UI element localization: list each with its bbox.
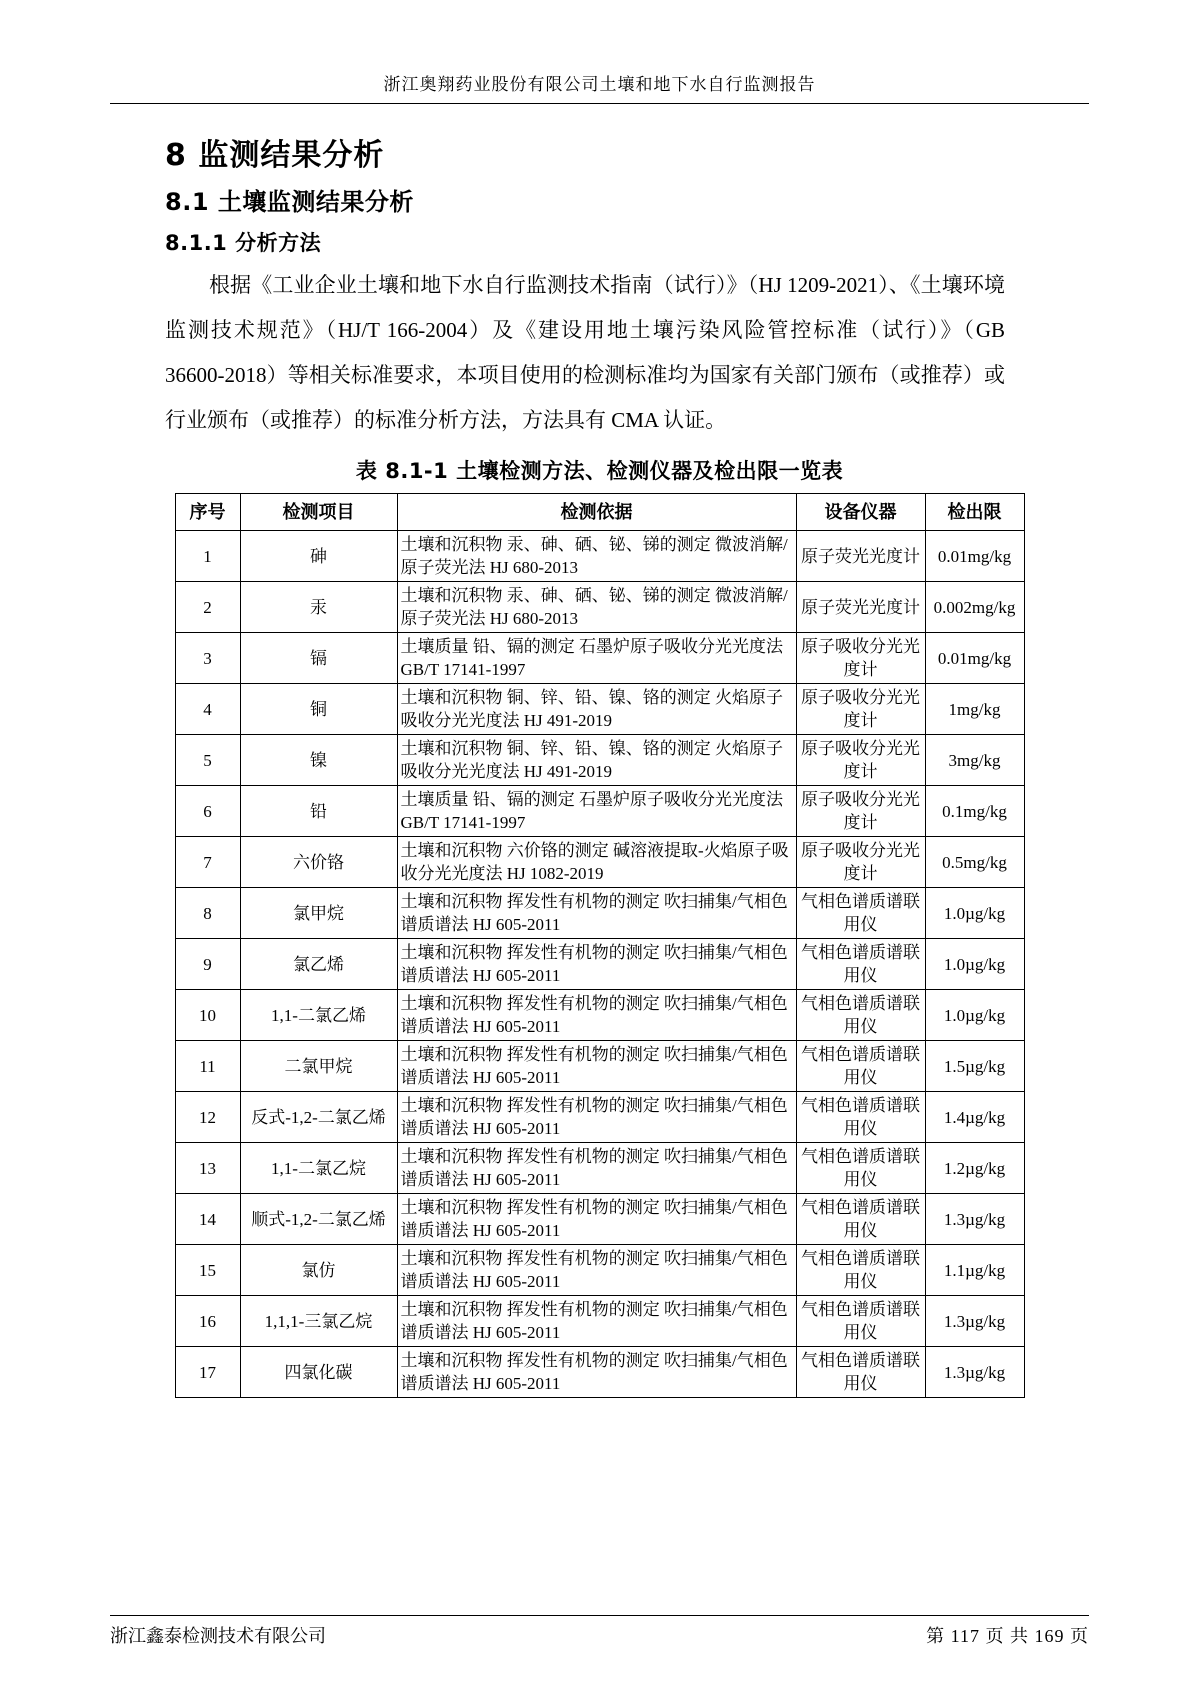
cell-basis: 土壤质量 铅、镉的测定 石墨炉原子吸收分光光度法 GB/T 17141-1997 [397, 633, 796, 684]
table-header-row [175, 494, 1024, 531]
cell-instrument: 气相色谱质谱联用仪 [796, 1347, 925, 1398]
cell-limit: 1.3µg/kg [925, 1194, 1024, 1245]
cell-item: 氯乙烯 [240, 939, 397, 990]
cell-no: 2 [175, 582, 240, 633]
cell-no: 14 [175, 1194, 240, 1245]
cell-instrument: 原子吸收分光光度计 [796, 684, 925, 735]
cell-instrument: 原子荧光光度计 [796, 531, 925, 582]
cell-item: 四氯化碳 [240, 1347, 397, 1398]
cell-basis: 土壤和沉积物 挥发性有机物的测定 吹扫捕集/气相色谱质谱法 HJ 605-2011 [397, 1143, 796, 1194]
cell-limit: 1.0µg/kg [925, 990, 1024, 1041]
cell-instrument: 气相色谱质谱联用仪 [796, 1194, 925, 1245]
cell-item: 镉 [240, 633, 397, 684]
column-header-item: 检测项目 [240, 494, 397, 531]
cell-no: 9 [175, 939, 240, 990]
analysis-method-paragraph: 根据《工业企业土壤和地下水自行监测技术指南（试行）》（HJ 1209-2021）、《土壤环境监测技术规范》（HJ/T 166-2004）及《建设用地土壤污染风险管控标准（试行）》（GB 36600-2018）等相关标准要求，本项目使用的检测标准均为国家有关部门颁布（或推荐）或行业颁布（或推荐）的标准分析方法，方法具有 CMA 认证。 [165, 273, 1005, 432]
cell-item: 氯仿 [240, 1245, 397, 1296]
section-heading-8: 8 监测结果分析 [165, 138, 385, 173]
cell-limit: 1.3µg/kg [925, 1347, 1024, 1398]
cell-instrument: 气相色谱质谱联用仪 [796, 1296, 925, 1347]
cell-instrument: 气相色谱质谱联用仪 [796, 1041, 925, 1092]
cell-basis: 土壤和沉积物 六价铬的测定 碱溶液提取-火焰原子吸收分光光度法 HJ 1082-2019 [397, 837, 796, 888]
cell-limit: 1.5µg/kg [925, 1041, 1024, 1092]
page-footer [110, 1615, 1089, 1648]
footer-company: 浙江鑫泰检测技术有限公司 [110, 1626, 326, 1646]
cell-instrument: 气相色谱质谱联用仪 [796, 990, 925, 1041]
cell-item: 氯甲烷 [240, 888, 397, 939]
cell-basis: 土壤和沉积物 挥发性有机物的测定 吹扫捕集/气相色谱质谱法 HJ 605-2011 [397, 1245, 796, 1296]
table-row [175, 990, 1024, 1041]
table-row [175, 786, 1024, 837]
table-row [175, 1092, 1024, 1143]
cell-item: 反式-1,2-二氯乙烯 [240, 1092, 397, 1143]
cell-item: 顺式-1,2-二氯乙烯 [240, 1194, 397, 1245]
cell-limit: 1.4µg/kg [925, 1092, 1024, 1143]
cell-instrument: 气相色谱质谱联用仪 [796, 939, 925, 990]
table-row [175, 1347, 1024, 1398]
cell-item: 1,1-二氯乙烷 [240, 1143, 397, 1194]
cell-item: 铅 [240, 786, 397, 837]
cell-limit: 1.2µg/kg [925, 1143, 1024, 1194]
cell-item: 六价铬 [240, 837, 397, 888]
cell-no: 6 [175, 786, 240, 837]
table-row [175, 1143, 1024, 1194]
cell-no: 16 [175, 1296, 240, 1347]
cell-item: 镍 [240, 735, 397, 786]
cell-no: 5 [175, 735, 240, 786]
column-header-no: 序号 [175, 494, 240, 531]
cell-instrument: 原子吸收分光光度计 [796, 735, 925, 786]
cell-instrument: 原子吸收分光光度计 [796, 837, 925, 888]
cell-item: 汞 [240, 582, 397, 633]
table-row [175, 939, 1024, 990]
soil-detection-method-table [175, 493, 1025, 1398]
cell-no: 15 [175, 1245, 240, 1296]
cell-limit: 3mg/kg [925, 735, 1024, 786]
cell-instrument: 原子荧光光度计 [796, 582, 925, 633]
cell-basis: 土壤和沉积物 挥发性有机物的测定 吹扫捕集/气相色谱质谱法 HJ 605-2011 [397, 888, 796, 939]
cell-no: 17 [175, 1347, 240, 1398]
table-row [175, 837, 1024, 888]
cell-limit: 1.1µg/kg [925, 1245, 1024, 1296]
cell-limit: 1.0µg/kg [925, 888, 1024, 939]
column-header-basis: 检测依据 [397, 494, 796, 531]
table-row [175, 1245, 1024, 1296]
table-row [175, 531, 1024, 582]
cell-limit: 1.3µg/kg [925, 1296, 1024, 1347]
section-heading-8-1-1: 8.1.1 分析方法 [165, 231, 322, 255]
cell-basis: 土壤和沉积物 挥发性有机物的测定 吹扫捕集/气相色谱质谱法 HJ 605-2011 [397, 1194, 796, 1245]
column-header-limit: 检出限 [925, 494, 1024, 531]
cell-basis: 土壤质量 铅、镉的测定 石墨炉原子吸收分光光度法 GB/T 17141-1997 [397, 786, 796, 837]
cell-basis: 土壤和沉积物 铜、锌、铅、镍、铬的测定 火焰原子吸收分光光度法 HJ 491-2019 [397, 735, 796, 786]
cell-instrument: 原子吸收分光光度计 [796, 633, 925, 684]
cell-basis: 土壤和沉积物 汞、砷、硒、铋、锑的测定 微波消解/原子荧光法 HJ 680-2013 [397, 531, 796, 582]
cell-no: 13 [175, 1143, 240, 1194]
cell-instrument: 气相色谱质谱联用仪 [796, 1143, 925, 1194]
cell-item: 1,1-二氯乙烯 [240, 990, 397, 1041]
cell-no: 1 [175, 531, 240, 582]
cell-item: 1,1,1-三氯乙烷 [240, 1296, 397, 1347]
cell-no: 12 [175, 1092, 240, 1143]
cell-no: 8 [175, 888, 240, 939]
cell-basis: 土壤和沉积物 挥发性有机物的测定 吹扫捕集/气相色谱质谱法 HJ 605-2011 [397, 1347, 796, 1398]
cell-basis: 土壤和沉积物 挥发性有机物的测定 吹扫捕集/气相色谱质谱法 HJ 605-2011 [397, 1092, 796, 1143]
cell-instrument: 气相色谱质谱联用仪 [796, 888, 925, 939]
cell-limit: 0.5mg/kg [925, 837, 1024, 888]
cell-limit: 0.01mg/kg [925, 633, 1024, 684]
cell-limit: 1mg/kg [925, 684, 1024, 735]
cell-item: 二氯甲烷 [240, 1041, 397, 1092]
cell-no: 3 [175, 633, 240, 684]
cell-limit: 0.01mg/kg [925, 531, 1024, 582]
cell-basis: 土壤和沉积物 挥发性有机物的测定 吹扫捕集/气相色谱质谱法 HJ 605-2011 [397, 990, 796, 1041]
cell-basis: 土壤和沉积物 汞、砷、硒、铋、锑的测定 微波消解/原子荧光法 HJ 680-2013 [397, 582, 796, 633]
cell-basis: 土壤和沉积物 挥发性有机物的测定 吹扫捕集/气相色谱质谱法 HJ 605-2011 [397, 1041, 796, 1092]
cell-basis: 土壤和沉积物 挥发性有机物的测定 吹扫捕集/气相色谱质谱法 HJ 605-2011 [397, 939, 796, 990]
cell-basis: 土壤和沉积物 挥发性有机物的测定 吹扫捕集/气相色谱质谱法 HJ 605-2011 [397, 1296, 796, 1347]
table-caption: 表 8.1-1 土壤检测方法、检测仪器及检出限一览表 [355, 459, 844, 483]
page-header: 浙江奥翔药业股份有限公司土壤和地下水自行监测报告 [110, 70, 1089, 104]
cell-no: 10 [175, 990, 240, 1041]
cell-instrument: 气相色谱质谱联用仪 [796, 1092, 925, 1143]
table-row [175, 1296, 1024, 1347]
table-row [175, 633, 1024, 684]
section-heading-8-1: 8.1 土壤监测结果分析 [165, 188, 414, 216]
cell-no: 11 [175, 1041, 240, 1092]
cell-instrument: 原子吸收分光光度计 [796, 786, 925, 837]
cell-limit: 0.002mg/kg [925, 582, 1024, 633]
cell-limit: 1.0µg/kg [925, 939, 1024, 990]
cell-instrument: 气相色谱质谱联用仪 [796, 1245, 925, 1296]
table-row [175, 888, 1024, 939]
cell-basis: 土壤和沉积物 铜、锌、铅、镍、铬的测定 火焰原子吸收分光光度法 HJ 491-2019 [397, 684, 796, 735]
footer-page-info: 第 117 页 共 169 页 [926, 1626, 1089, 1646]
table-row [175, 684, 1024, 735]
cell-item: 砷 [240, 531, 397, 582]
cell-no: 4 [175, 684, 240, 735]
column-header-instrument: 设备仪器 [796, 494, 925, 531]
cell-no: 7 [175, 837, 240, 888]
cell-limit: 0.1mg/kg [925, 786, 1024, 837]
table-row [175, 1194, 1024, 1245]
cell-item: 铜 [240, 684, 397, 735]
table-row [175, 735, 1024, 786]
table-row [175, 1041, 1024, 1092]
table-row [175, 582, 1024, 633]
